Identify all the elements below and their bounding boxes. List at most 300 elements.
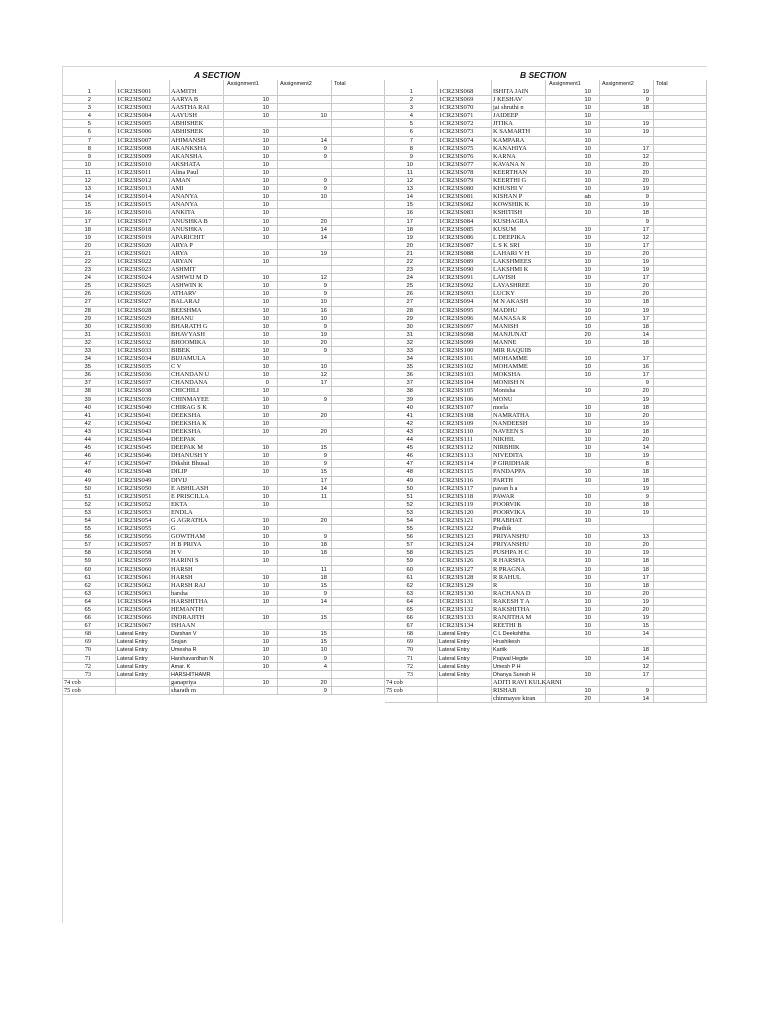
row-number: 29 — [385, 315, 438, 322]
row-number: 47 — [385, 460, 438, 467]
total-cell — [654, 574, 707, 581]
table-row — [63, 396, 385, 404]
row-number: 4 — [63, 112, 116, 119]
student-name: BALARAJ — [170, 298, 224, 305]
usn-cell: 1CR23IS048 — [116, 468, 170, 475]
student-name: HARINI S — [170, 557, 224, 564]
assignment2-score — [278, 96, 332, 103]
row-number: 5 — [63, 120, 116, 127]
total-cell — [332, 614, 385, 621]
row-number: 45 — [63, 444, 116, 451]
student-name: ANANYA — [170, 201, 224, 208]
table-row — [63, 533, 385, 541]
total-cell — [332, 566, 385, 573]
assignment2-score: 12 — [278, 371, 332, 378]
student-name: Hrushikesh — [492, 638, 546, 645]
row-number: 21 — [385, 250, 438, 257]
usn-cell: 1CR23IS022 — [116, 258, 170, 265]
table-row — [63, 663, 385, 671]
total-cell — [332, 420, 385, 427]
assignment2-score: 15 — [278, 468, 332, 475]
assignment2-score: 18 — [600, 404, 654, 411]
table-row — [385, 96, 707, 104]
row-number: 35 — [63, 363, 116, 370]
assignment1-score: 10 — [224, 145, 278, 152]
assignment2-score: 19 — [600, 88, 654, 95]
assignment1-score: 10 — [224, 420, 278, 427]
table-row — [385, 404, 707, 412]
student-name: KOWSHIK K — [492, 201, 546, 208]
table-row — [63, 347, 385, 355]
row-number: 32 — [63, 339, 116, 346]
total-cell — [654, 161, 707, 168]
assignment2-score: 9 — [600, 96, 654, 103]
assignment2-score: 18 — [600, 298, 654, 305]
student-name: ANKITA — [170, 209, 224, 216]
assignment2-score: 19 — [600, 509, 654, 516]
row-number: 7 — [385, 137, 438, 144]
student-name: MANASA R — [492, 315, 546, 322]
assignment1-score: 10 — [546, 590, 600, 597]
assignment2-score: 4 — [278, 663, 332, 670]
row-number: 69 — [385, 638, 438, 645]
usn-cell — [116, 679, 170, 686]
student-name: Umesha R — [170, 646, 224, 653]
student-name: Kartik — [492, 646, 546, 653]
usn-cell: 1CR23IS036 — [116, 371, 170, 378]
total-cell — [654, 412, 707, 419]
table-row — [63, 412, 385, 420]
usn-cell: 1CR23IS037 — [116, 379, 170, 386]
assignment2-score: 20 — [600, 282, 654, 289]
usn-cell: 1CR23IS005 — [116, 120, 170, 127]
assignment1-score: 10 — [546, 88, 600, 95]
table-row — [63, 266, 385, 274]
student-name: AHIMANSH — [170, 137, 224, 144]
total-cell — [654, 88, 707, 95]
assignment1-score: 10 — [224, 234, 278, 241]
usn-cell: 1CR23IS130 — [438, 590, 492, 597]
usn-cell: 1CR23IS079 — [438, 177, 492, 184]
total-cell — [654, 557, 707, 564]
assignment2-score: 9 — [278, 153, 332, 160]
assignment2-score: 9 — [278, 145, 332, 152]
student-name: HARSHITHA — [170, 598, 224, 605]
row-number: 19 — [63, 234, 116, 241]
assignment1-score: 10 — [224, 396, 278, 403]
assignment1-score — [546, 638, 600, 645]
assignment2-score: 17 — [600, 371, 654, 378]
student-name: morla — [492, 404, 546, 411]
usn-cell: 1CR23IS002 — [116, 96, 170, 103]
table-row — [63, 574, 385, 582]
student-name: POORVIK — [492, 501, 546, 508]
row-number: 65 — [385, 606, 438, 613]
total-cell — [332, 493, 385, 500]
assignment2-score: 10 — [278, 315, 332, 322]
student-name: Dhanya Suresh H — [492, 671, 546, 678]
header-assignment1: Assignment1 — [546, 80, 600, 88]
assignment2-score — [278, 128, 332, 135]
row-number: 2 — [63, 96, 116, 103]
table-row — [63, 387, 385, 395]
row-number: 75 cob — [63, 687, 116, 694]
row-number: 46 — [63, 452, 116, 459]
row-number: 6 — [63, 128, 116, 135]
table-row — [63, 541, 385, 549]
assignment2-score: 15 — [600, 622, 654, 629]
total-cell — [332, 468, 385, 475]
table-row — [63, 655, 385, 663]
row-number: 33 — [385, 347, 438, 354]
assignment2-score: 9 — [278, 323, 332, 330]
assignment2-score: 19 — [600, 614, 654, 621]
student-name: GOWTHAM — [170, 533, 224, 540]
student-name: ASHWIJ M D — [170, 274, 224, 281]
row-number: 52 — [385, 501, 438, 508]
assignment2-score: 20 — [278, 339, 332, 346]
assignment1-score — [546, 218, 600, 225]
usn-cell: 1CR23IS008 — [116, 145, 170, 152]
total-cell — [654, 420, 707, 427]
assignment2-score — [600, 638, 654, 645]
table-row — [385, 185, 707, 193]
assignment1-score: 10 — [546, 557, 600, 564]
student-name: BHANU — [170, 315, 224, 322]
row-number: 69 — [63, 638, 116, 645]
assignment2-score: 9 — [600, 379, 654, 386]
row-number: 35 — [385, 363, 438, 370]
usn-cell: 1CR23IS103 — [438, 371, 492, 378]
student-name: G AGRATHA — [170, 517, 224, 524]
row-number: 72 — [385, 663, 438, 670]
student-name: HARSHITHAMR — [170, 671, 224, 678]
row-number: 29 — [63, 315, 116, 322]
row-number: 22 — [63, 258, 116, 265]
student-name: BIBEK — [170, 347, 224, 354]
table-row — [63, 452, 385, 460]
row-number: 72 — [63, 663, 116, 670]
usn-cell: 1CR23IS099 — [438, 339, 492, 346]
row-number: 43 — [385, 428, 438, 435]
assignment2-score: 20 — [278, 679, 332, 686]
student-name: MANNE — [492, 339, 546, 346]
row-number: 46 — [385, 452, 438, 459]
student-name: HARSH RAJ — [170, 582, 224, 589]
total-cell — [654, 347, 707, 354]
total-cell — [654, 250, 707, 257]
row-number: 26 — [385, 290, 438, 297]
student-name: LAKSHMI K — [492, 266, 546, 273]
total-cell — [654, 315, 707, 322]
table-row — [385, 590, 707, 598]
table-row — [385, 137, 707, 145]
student-name: E ABHILASH — [170, 485, 224, 492]
student-name: NIRBHIK — [492, 444, 546, 451]
assignment1-score: 10 — [546, 234, 600, 241]
student-name: ANUSHKA — [170, 226, 224, 233]
assignment1-score: 10 — [546, 177, 600, 184]
student-name: ANANYA — [170, 193, 224, 200]
table-row — [63, 128, 385, 136]
student-name: BEESHMA — [170, 307, 224, 314]
total-cell — [654, 630, 707, 637]
student-name: PRIYANSHU — [492, 541, 546, 548]
student-name: EKTA — [170, 501, 224, 508]
table-row — [63, 614, 385, 622]
usn-cell: 1CR23IS084 — [438, 218, 492, 225]
assignment1-score — [224, 509, 278, 516]
table-row — [385, 646, 707, 654]
usn-cell: 1CR23IS070 — [438, 104, 492, 111]
student-name: L DEEPIKA — [492, 234, 546, 241]
assignment1-score: 10 — [546, 323, 600, 330]
total-cell — [332, 460, 385, 467]
usn-cell: 1CR23IS027 — [116, 298, 170, 305]
usn-cell: 1CR23IS050 — [116, 485, 170, 492]
usn-cell: Lateral Entry — [116, 663, 170, 670]
assignment1-score: 10 — [224, 485, 278, 492]
row-number: 13 — [63, 185, 116, 192]
table-row — [63, 104, 385, 112]
usn-cell: 1CR23IS112 — [438, 444, 492, 451]
student-name: KEERTHAN — [492, 169, 546, 176]
total-cell — [654, 331, 707, 338]
table-row — [385, 517, 707, 525]
row-number: 16 — [63, 209, 116, 216]
assignment1-score — [546, 347, 600, 354]
student-name: Prathik — [492, 525, 546, 532]
section-a-rows — [63, 88, 385, 695]
usn-cell: 1CR23IS063 — [116, 590, 170, 597]
row-number: 17 — [385, 218, 438, 225]
usn-cell: 1CR23IS051 — [116, 493, 170, 500]
table-row — [63, 582, 385, 590]
usn-cell: 1CR23IS058 — [116, 549, 170, 556]
assignment2-score: 9 — [278, 185, 332, 192]
usn-cell: 1CR23IS025 — [116, 282, 170, 289]
student-name: KUSHAGRA — [492, 218, 546, 225]
row-number: 37 — [63, 379, 116, 386]
assignment1-score: 10 — [546, 282, 600, 289]
assignment2-score: 20 — [600, 290, 654, 297]
table-row — [385, 307, 707, 315]
usn-cell: 1CR23IS104 — [438, 379, 492, 386]
assignment2-score: 18 — [600, 323, 654, 330]
table-row — [63, 679, 385, 687]
header-assignment2: Assignment2 — [600, 80, 654, 88]
table-row — [385, 298, 707, 306]
row-number: 44 — [63, 436, 116, 443]
row-number: 42 — [385, 420, 438, 427]
table-row — [385, 679, 707, 687]
usn-cell: 1CR23IS109 — [438, 420, 492, 427]
table-row — [385, 420, 707, 428]
usn-cell: 1CR23IS120 — [438, 509, 492, 516]
row-number: 41 — [63, 412, 116, 419]
table-row — [385, 387, 707, 395]
student-name: DEEPAK — [170, 436, 224, 443]
table-row — [385, 274, 707, 282]
total-cell — [654, 646, 707, 653]
usn-cell: 1CR23IS129 — [438, 582, 492, 589]
total-cell — [332, 412, 385, 419]
assignment1-score: 10 — [546, 120, 600, 127]
row-number: 15 — [63, 201, 116, 208]
total-cell — [332, 218, 385, 225]
student-name: JITIKA — [492, 120, 546, 127]
usn-cell: 1CR23IS132 — [438, 606, 492, 613]
student-name: BHARATH G — [170, 323, 224, 330]
table-row — [63, 477, 385, 485]
table-row — [385, 177, 707, 185]
student-name: Monisha — [492, 387, 546, 394]
row-number: 59 — [63, 557, 116, 564]
row-number: 20 — [385, 242, 438, 249]
student-name: ARYA P — [170, 242, 224, 249]
row-number: 74 cob — [385, 679, 438, 686]
total-cell — [654, 323, 707, 330]
student-name: Dikshit Bhusal — [170, 460, 224, 467]
section-a-title-row — [63, 71, 385, 80]
usn-cell: 1CR23IS039 — [116, 396, 170, 403]
student-name: MOHAMME — [492, 355, 546, 362]
usn-cell: 1CR23IS134 — [438, 622, 492, 629]
assignment1-score: 10 — [224, 590, 278, 597]
assignment2-score: 9 — [278, 347, 332, 354]
table-row — [385, 671, 707, 679]
assignment1-score: 10 — [224, 185, 278, 192]
usn-cell: 1CR23IS045 — [116, 444, 170, 451]
total-cell — [332, 444, 385, 451]
usn-cell: 1CR23IS049 — [116, 477, 170, 484]
student-name: PRABHAT — [492, 517, 546, 524]
table-row — [385, 145, 707, 153]
assignment2-score — [600, 347, 654, 354]
assignment2-score: 19 — [600, 266, 654, 273]
table-row — [63, 509, 385, 517]
row-number: 9 — [385, 153, 438, 160]
usn-cell: 1CR23IS028 — [116, 307, 170, 314]
usn-cell: 1CR23IS089 — [438, 258, 492, 265]
student-name: KISHAN P — [492, 193, 546, 200]
row-number: 21 — [63, 250, 116, 257]
total-cell — [654, 177, 707, 184]
student-name: LAKSHMEES — [492, 258, 546, 265]
assignment1-score — [224, 687, 278, 694]
table-row — [385, 509, 707, 517]
row-number: 23 — [63, 266, 116, 273]
usn-cell: 1CR23IS074 — [438, 137, 492, 144]
assignment1-score — [546, 646, 600, 653]
student-name: NIVEDITA — [492, 452, 546, 459]
total-cell — [654, 533, 707, 540]
student-name: G — [170, 525, 224, 532]
table-row — [63, 420, 385, 428]
assignment1-score: 10 — [224, 501, 278, 508]
total-cell — [332, 501, 385, 508]
usn-cell: 1CR23IS019 — [116, 234, 170, 241]
total-cell — [654, 428, 707, 435]
total-cell — [332, 638, 385, 645]
assignment2-score — [278, 209, 332, 216]
assignment1-score — [224, 566, 278, 573]
assignment2-score: 10 — [278, 646, 332, 653]
student-name: E PRISCILLA — [170, 493, 224, 500]
total-cell — [332, 452, 385, 459]
student-name: LAYASHREE — [492, 282, 546, 289]
total-cell — [654, 679, 707, 686]
assignment1-score: 10 — [224, 193, 278, 200]
table-row — [63, 185, 385, 193]
table-row — [385, 695, 707, 703]
total-cell — [332, 622, 385, 629]
assignment1-score: 10 — [224, 177, 278, 184]
assignment1-score: 10 — [546, 258, 600, 265]
table-row — [63, 145, 385, 153]
usn-cell: 1CR23IS093 — [438, 290, 492, 297]
assignment1-score: 10 — [546, 509, 600, 516]
student-name: LAHARI V H — [492, 250, 546, 257]
table-row — [385, 574, 707, 582]
row-number: 55 — [385, 525, 438, 532]
usn-cell: 1CR23IS062 — [116, 582, 170, 589]
total-cell — [654, 153, 707, 160]
student-name: KANAHIYA — [492, 145, 546, 152]
student-name: CHICHILI — [170, 387, 224, 394]
usn-cell: 1CR23IS126 — [438, 557, 492, 564]
total-cell — [332, 169, 385, 176]
total-cell — [332, 646, 385, 653]
assignment2-score — [278, 420, 332, 427]
assignment2-score: 17 — [600, 145, 654, 152]
total-cell — [654, 452, 707, 459]
row-number: 51 — [385, 493, 438, 500]
assignment2-score: 19 — [600, 128, 654, 135]
table-row — [63, 339, 385, 347]
total-cell — [654, 274, 707, 281]
table-row — [63, 193, 385, 201]
total-cell — [654, 307, 707, 314]
total-cell — [654, 185, 707, 192]
assignment2-score: 19 — [600, 396, 654, 403]
assignment2-score: 19 — [278, 250, 332, 257]
student-name: DEEKSHA K — [170, 420, 224, 427]
total-cell — [332, 226, 385, 233]
assignment2-score: 15 — [278, 630, 332, 637]
assignment1-score: 10 — [224, 128, 278, 135]
section-a-table — [63, 71, 385, 695]
total-cell — [332, 598, 385, 605]
student-name: PAWAR — [492, 493, 546, 500]
row-number: 28 — [385, 307, 438, 314]
total-cell — [332, 274, 385, 281]
table-row — [385, 128, 707, 136]
table-row — [385, 436, 707, 444]
assignment1-score: 10 — [546, 266, 600, 273]
assignment1-score — [224, 266, 278, 273]
student-name: PRIYANSHU — [492, 533, 546, 540]
assignment2-score: 15 — [278, 582, 332, 589]
table-row — [63, 242, 385, 250]
student-name: BHOOMIKA — [170, 339, 224, 346]
student-name: RAKESH T A — [492, 598, 546, 605]
usn-cell: 1CR23IS125 — [438, 549, 492, 556]
table-row — [385, 460, 707, 468]
assignment2-score: 11 — [278, 493, 332, 500]
student-name: jai shruthi n — [492, 104, 546, 111]
assignment1-score: 10 — [546, 436, 600, 443]
